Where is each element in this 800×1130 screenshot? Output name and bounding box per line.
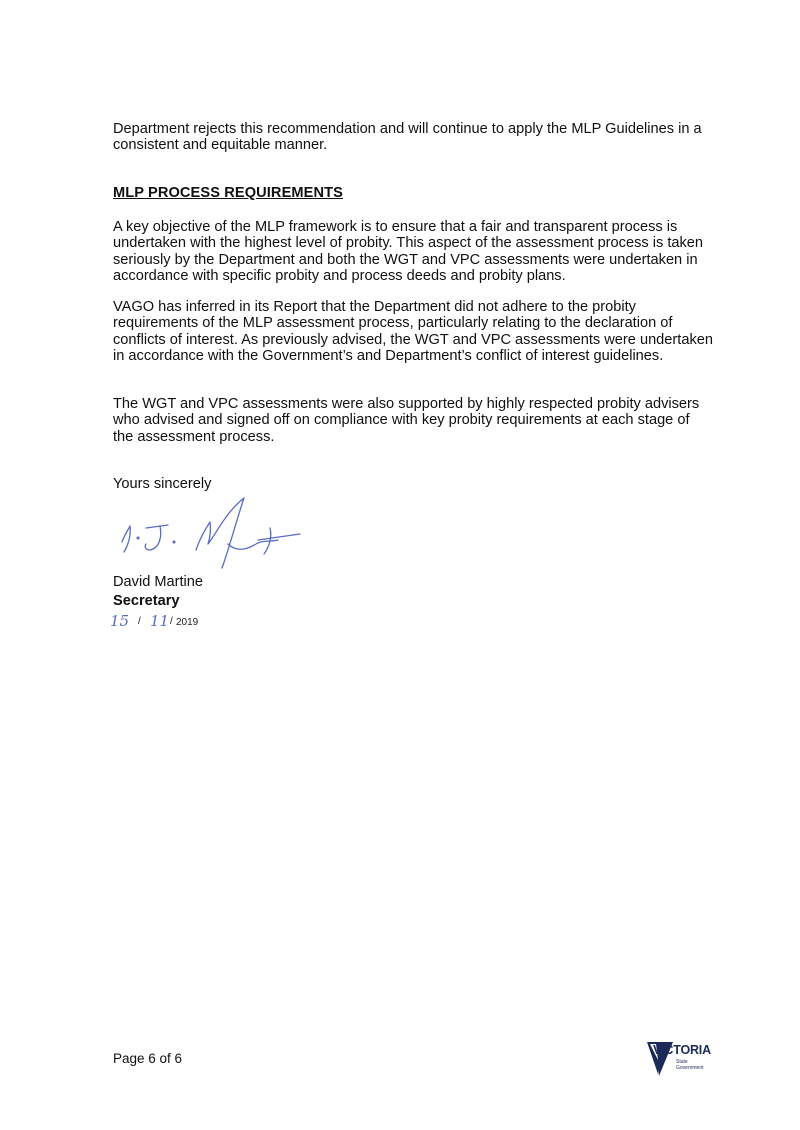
signature-date <box>110 612 250 632</box>
paragraph-vago-inference: VAGO has inferred in its Report that the Department did not adhere to the probity requirements of the MLP assessment process, particularly relating to the declaration of conflicts of interest. As previously advised, the WGT and VPC assessments were undertaken in accordance with the Government’s and Department’s conflict of interest guidelines. <box>113 299 713 365</box>
victoria-state-government-logo <box>645 1036 725 1080</box>
paragraph-key-objective: A key objective of the MLP framework is to ensure that a fair and transparent process is undertaken with the highest level of probity. This aspect of the assessment process is taken seriously by the Department and both the WGT and VPC assessments were undertaken in accordance with specific probity and process deeds and probity plans. <box>113 219 704 285</box>
date-separator: / <box>138 616 141 627</box>
date-month: 11 <box>150 612 170 630</box>
signer-name: David Martine <box>113 574 204 590</box>
logo-subtitle-government: Government <box>676 1065 704 1071</box>
section-heading: MLP PROCESS REQUIREMENTS <box>113 185 343 201</box>
paragraph-probity-advisers: The WGT and VPC assessments were also supported by highly respected probity advisers who advised and signed off on compliance with key probity requirements at each stage of the assessment process. <box>113 396 700 445</box>
date-separator: / <box>170 616 173 627</box>
signer-title: Secretary <box>113 593 180 609</box>
paragraph-recommendation-response: Department rejects this recommendation and will continue to apply the MLP Guidelines in a consistent and equitable manner. <box>113 121 702 154</box>
logo-subtitle-state: State <box>676 1059 688 1065</box>
handwritten-signature <box>110 492 310 574</box>
closing-salutation: Yours sincerely <box>113 476 212 492</box>
logo-wordmark: VICTORIA <box>653 1043 711 1057</box>
page-number: Page 6 of 6 <box>113 1051 183 1066</box>
date-year: 2019 <box>176 617 199 628</box>
date-day: 15 <box>110 612 130 630</box>
